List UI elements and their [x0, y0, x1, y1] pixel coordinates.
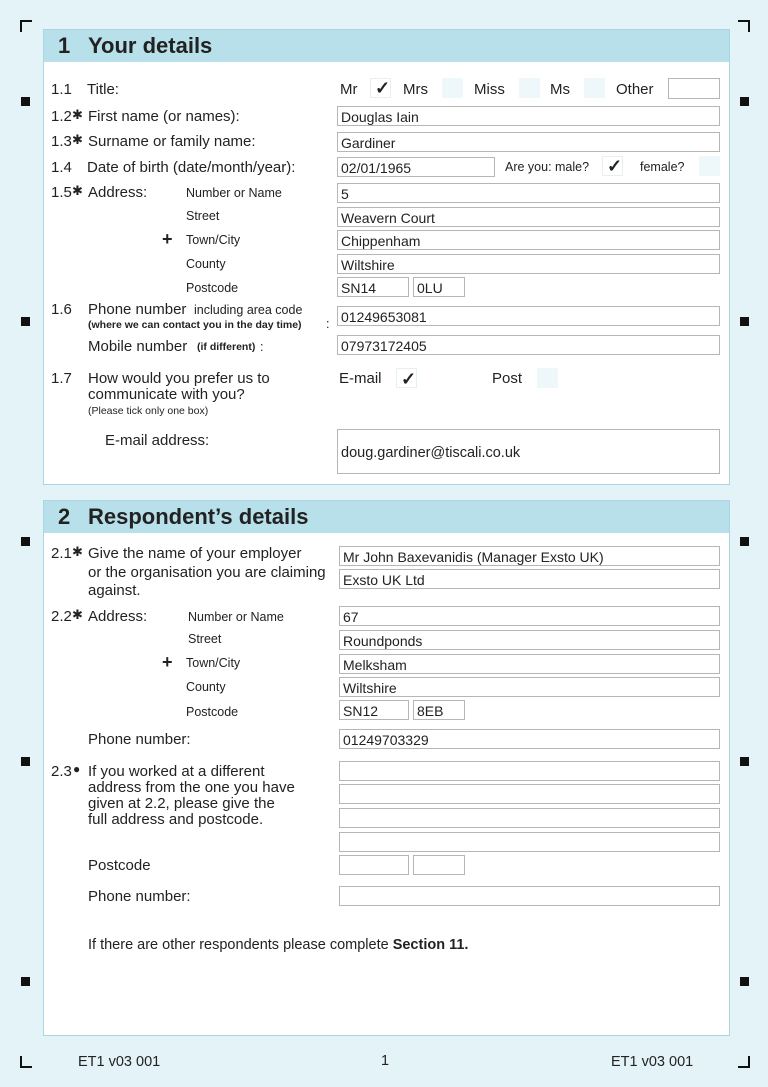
phone-colon: : [326, 317, 330, 331]
title-option-miss-label: Miss [474, 81, 505, 98]
county-label: County [186, 257, 226, 271]
surname-label: Surname or family name: [88, 133, 256, 150]
title-mrs-checkbox[interactable] [442, 78, 463, 98]
communication-label-line-1: How would you prefer us to [88, 370, 270, 387]
registration-mark [21, 97, 30, 106]
mobile-number-input[interactable]: 07973172405 [337, 335, 720, 355]
number-or-name-label: Number or Name [186, 186, 282, 200]
employer-organisation-input[interactable]: Exsto UK Ltd [339, 569, 720, 589]
other-respondents-note [88, 936, 468, 954]
footer-form-code-right: ET1 v03 001 [611, 1054, 694, 1070]
postcode-label: Postcode [186, 705, 239, 719]
question-number: 2.2 [51, 608, 72, 625]
surname-input[interactable]: Gardiner [337, 132, 720, 152]
town-city-label: Town/City [186, 233, 241, 247]
required-star-icon: ✱ [72, 107, 83, 122]
postcode-part-1-input[interactable]: SN14 [337, 277, 409, 297]
communication-post-checkbox[interactable] [537, 368, 558, 388]
address-county-input[interactable]: Wiltshire [337, 254, 720, 274]
question-number: 1.4 [51, 159, 72, 176]
plus-icon: + [162, 652, 173, 672]
section-number: 2 [58, 504, 71, 529]
question-number: 1.3 [51, 133, 72, 150]
respondent-address-label: Address: [88, 608, 148, 625]
registration-mark [740, 757, 749, 766]
town-city-label: Town/City [186, 656, 241, 670]
county-label: County [186, 680, 226, 694]
communication-post-label: Post [492, 370, 523, 387]
communication-email-label: E-mail [339, 370, 382, 387]
first-name-input[interactable]: Douglas Iain [337, 106, 720, 126]
street-label: Street [188, 632, 222, 646]
address-town-input[interactable]: Chippenham [337, 230, 720, 250]
employer-label-line-1: Give the name of your employer [88, 545, 302, 562]
tick-one-box-note: (Please tick only one box) [88, 405, 209, 417]
mobile-number-label: Mobile number [88, 338, 188, 355]
question-number: 1.2 [51, 108, 72, 125]
different-postcode-part-2-input[interactable] [413, 855, 465, 875]
tick-icon: ✓ [375, 78, 391, 98]
registration-mark [740, 537, 749, 546]
respondent-phone-label: Phone number: [88, 731, 191, 748]
crop-mark-top-right [738, 20, 750, 32]
crop-mark-bottom-right [738, 1056, 750, 1068]
title-option-mrs-label: Mrs [403, 81, 428, 98]
phone-number-input[interactable]: 01249653081 [337, 306, 720, 326]
email-address-label: E-mail address: [105, 432, 210, 449]
address-number-input[interactable]: 5 [337, 183, 720, 203]
registration-mark [21, 977, 30, 986]
section-title: Respondent’s details [88, 504, 309, 529]
question-number: 2.1 [51, 545, 72, 562]
different-address-line-1: If you worked at a different [88, 763, 265, 780]
address-label: Address: [88, 184, 148, 201]
phone-daytime-note: (where we can contact you in the day time) [88, 319, 302, 331]
communication-label-line-2: communicate with you? [88, 386, 245, 403]
mobile-colon: : [260, 340, 264, 354]
respondent-phone-input[interactable]: 01249703329 [339, 729, 720, 749]
different-address-line-3: given at 2.2, please give the [88, 795, 275, 812]
different-address-input-4[interactable] [339, 832, 720, 852]
postcode-label: Postcode [186, 281, 239, 295]
different-address-input-3[interactable] [339, 808, 720, 828]
phone-area-code-note: including area code [194, 303, 303, 317]
number-or-name-label: Number or Name [188, 610, 284, 624]
gender-female-checkbox[interactable] [699, 156, 720, 176]
required-star-icon: ✱ [72, 132, 83, 147]
section-number: 1 [58, 33, 71, 58]
date-of-birth-label: Date of birth (date/month/year): [87, 159, 296, 176]
employer-name-input[interactable]: Mr John Baxevanidis (Manager Exsto UK) [339, 546, 720, 566]
different-address-input-1[interactable] [339, 761, 720, 781]
section-title: Your details [88, 33, 213, 58]
different-phone-label: Phone number: [88, 888, 191, 905]
gender-female-label: female? [640, 160, 685, 174]
different-phone-input[interactable] [339, 886, 720, 906]
date-of-birth-input[interactable]: 02/01/1965 [337, 157, 495, 177]
footer-form-code-left: ET1 v03 001 [78, 1054, 161, 1070]
respondent-postcode-part-1-input[interactable]: SN12 [339, 700, 409, 720]
section-header [44, 30, 729, 62]
question-number: 1.6 [51, 301, 72, 318]
title-option-ms-label: Ms [550, 81, 570, 98]
registration-mark [740, 977, 749, 986]
employer-label-line-2: or the organisation you are claiming [88, 564, 326, 581]
title-label: Title: [87, 81, 119, 98]
respondent-street-input[interactable]: Roundponds [339, 630, 720, 650]
required-star-icon: ✱ [72, 544, 83, 559]
question-number: 1.5 [51, 184, 72, 201]
section-11-reference: Section 11. [392, 937, 469, 953]
title-ms-checkbox[interactable] [584, 78, 605, 98]
respondent-number-input[interactable]: 67 [339, 606, 720, 626]
different-postcode-part-1-input[interactable] [339, 855, 409, 875]
different-address-input-2[interactable] [339, 784, 720, 804]
email-address-input[interactable]: doug.gardiner@tiscali.co.uk [337, 429, 720, 474]
respondent-town-input[interactable]: Melksham [339, 654, 720, 674]
street-label: Street [186, 209, 220, 223]
gender-question-label: Are you: male? [505, 160, 590, 174]
crop-mark-bottom-left [20, 1056, 32, 1068]
different-address-line-2: address from the one you have [88, 779, 295, 796]
registration-mark [21, 317, 30, 326]
question-number: 1.7 [51, 370, 72, 387]
title-option-other-label: Other [616, 81, 654, 98]
required-star-icon: ✱ [72, 607, 83, 622]
plus-icon: + [162, 229, 173, 249]
question-number: 2.3 [51, 763, 72, 780]
question-number: 1.1 [51, 81, 72, 98]
respondent-postcode-part-2-input[interactable]: 8EB [413, 700, 465, 720]
registration-mark [21, 537, 30, 546]
section-header [44, 501, 729, 533]
mobile-if-different-note: (if different) [197, 341, 256, 353]
address-street-input[interactable]: Weavern Court [337, 207, 720, 227]
different-address-line-4: full address and postcode. [88, 811, 264, 828]
tick-icon: ✓ [401, 369, 417, 389]
title-miss-checkbox[interactable] [519, 78, 540, 98]
required-star-icon: ✱ [72, 183, 83, 198]
postcode-part-2-input[interactable]: 0LU [413, 277, 465, 297]
first-name-label: First name (or names): [88, 108, 240, 125]
title-option-mr-label: Mr [340, 81, 358, 98]
title-other-input[interactable] [668, 78, 720, 99]
different-postcode-label: Postcode [88, 857, 151, 874]
registration-mark [740, 317, 749, 326]
tick-icon: ✓ [607, 156, 623, 176]
optional-bullet-icon: ● [73, 762, 81, 776]
crop-mark-top-left [20, 20, 32, 32]
phone-number-label: Phone number [88, 301, 187, 318]
registration-mark [740, 97, 749, 106]
registration-mark [21, 757, 30, 766]
respondent-county-input[interactable]: Wiltshire [339, 677, 720, 697]
employer-label-line-3: against. [88, 582, 141, 599]
footer-page-number: 1 [381, 1053, 390, 1069]
other-respondents-text: If there are other respondents please complete [88, 937, 393, 953]
